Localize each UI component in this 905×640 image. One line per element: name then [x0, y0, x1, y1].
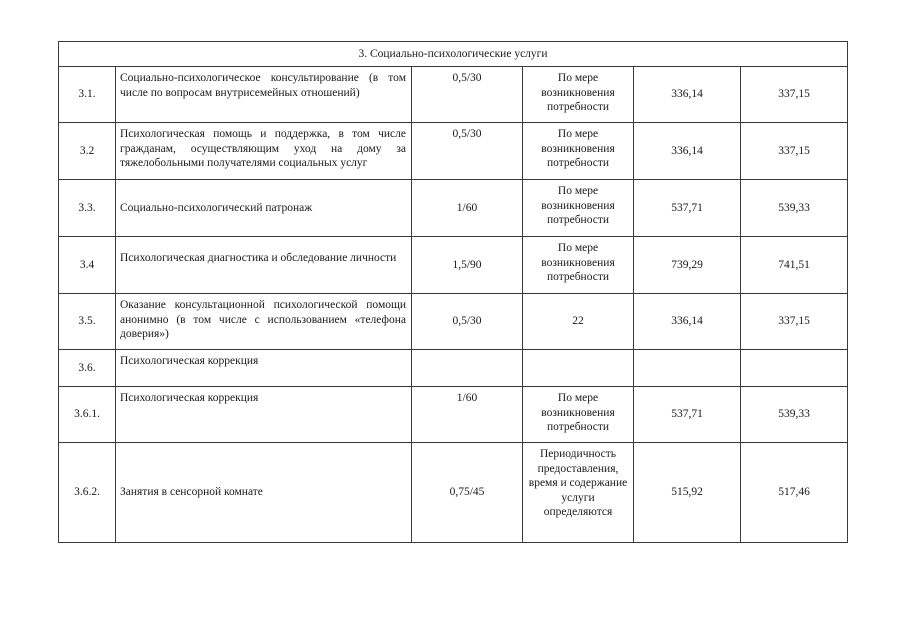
table-row [59, 443, 848, 543]
price-1: 336,14 [634, 67, 741, 123]
price-2: 337,15 [741, 123, 848, 180]
frequency: По мере возникновения потребности [523, 180, 634, 237]
price-2: 539,33 [741, 387, 848, 443]
time-norm [412, 350, 523, 387]
table-row [59, 387, 848, 443]
frequency: По мере возникновения потребности [523, 387, 634, 443]
price-1: 739,29 [634, 237, 741, 294]
table-row [59, 237, 848, 294]
price-2: 337,15 [741, 294, 848, 350]
service-name: Психологическая коррекция [116, 387, 412, 443]
frequency [523, 350, 634, 387]
price-2 [741, 350, 848, 387]
table-row [59, 67, 848, 123]
price-1: 537,71 [634, 387, 741, 443]
section-title: 3. Социально-психологические услуги [59, 42, 848, 67]
frequency: Периодичность предоставления, время и содержание услуги определяются [523, 443, 634, 543]
row-number: 3.2 [59, 123, 116, 180]
price-2: 517,46 [741, 443, 848, 543]
row-number: 3.6.2. [59, 443, 116, 543]
section-header-row [59, 42, 848, 67]
time-norm: 1,5/90 [412, 237, 523, 294]
price-1: 336,14 [634, 294, 741, 350]
table-row [59, 123, 848, 180]
service-name: Занятия в сенсорной комнате [116, 443, 412, 543]
frequency: По мере возникновения потребности [523, 237, 634, 294]
row-number: 3.6.1. [59, 387, 116, 443]
frequency: 22 [523, 294, 634, 350]
row-number: 3.1. [59, 67, 116, 123]
services-table [58, 41, 848, 543]
row-number: 3.3. [59, 180, 116, 237]
time-norm: 0,5/30 [412, 294, 523, 350]
row-number: 3.6. [59, 350, 116, 387]
service-name: Социально-психологический патронаж [116, 180, 412, 237]
price-2: 539,33 [741, 180, 848, 237]
price-1: 537,71 [634, 180, 741, 237]
time-norm: 0,5/30 [412, 123, 523, 180]
table-row [59, 294, 848, 350]
time-norm: 0,75/45 [412, 443, 523, 543]
frequency: По мере возникновения потребности [523, 67, 634, 123]
price-1 [634, 350, 741, 387]
service-name: Оказание консультационной психологической помощи анонимно (в том числе с использованием «телефона доверия») [116, 294, 412, 350]
time-norm: 0,5/30 [412, 67, 523, 123]
time-norm: 1/60 [412, 387, 523, 443]
price-2: 337,15 [741, 67, 848, 123]
service-name: Психологическая коррекция [116, 350, 412, 387]
service-name: Социально-психологическое консультирование (в том числе по вопросам внутрисемейных отношений) [116, 67, 412, 123]
price-1: 515,92 [634, 443, 741, 543]
price-2: 741,51 [741, 237, 848, 294]
service-name: Психологическая диагностика и обследование личности [116, 237, 412, 294]
service-name: Психологическая помощь и поддержка, в том числе гражданам, осуществляющим уход на дому за тяжелобольными получателями социальных услуг [116, 123, 412, 180]
row-number: 3.4 [59, 237, 116, 294]
table-row [59, 350, 848, 387]
price-1: 336,14 [634, 123, 741, 180]
row-number: 3.5. [59, 294, 116, 350]
time-norm: 1/60 [412, 180, 523, 237]
frequency: По мере возникновения потребности [523, 123, 634, 180]
table-row [59, 180, 848, 237]
